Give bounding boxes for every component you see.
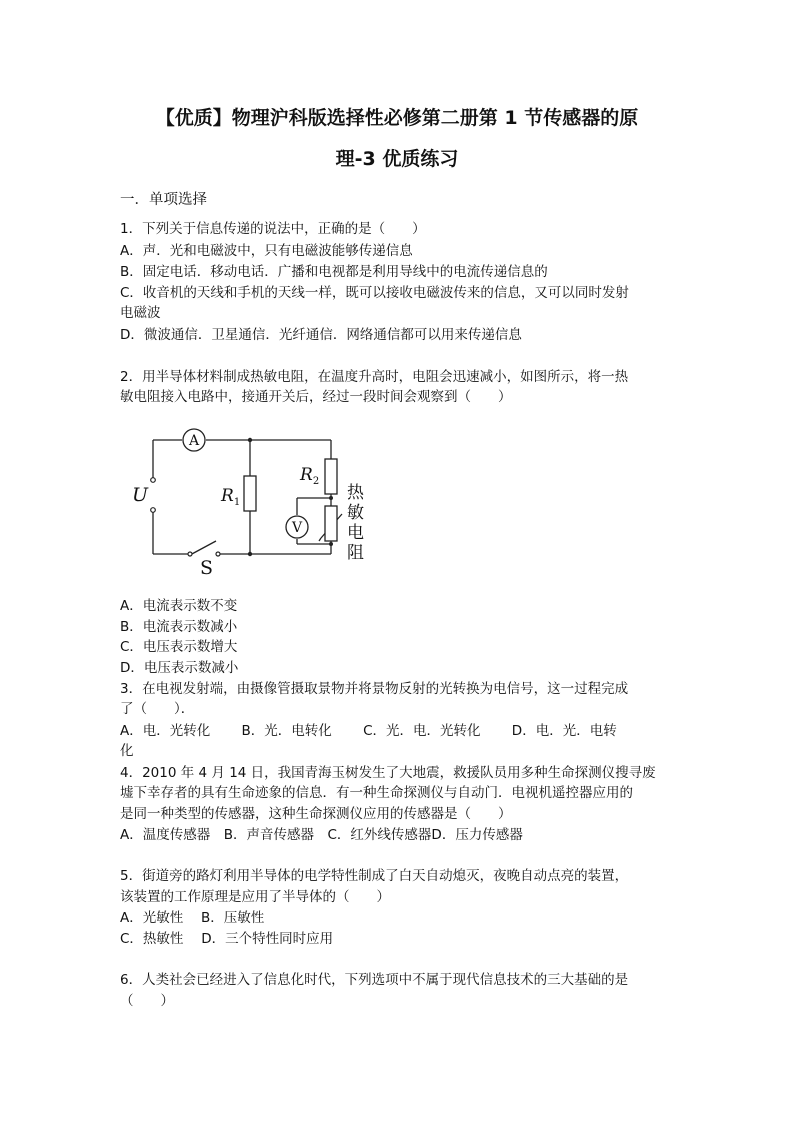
source-label: U [132,484,149,506]
doc-title-line-2: 理-3 优质练习 [335,148,459,170]
thermistor [325,506,337,541]
q1-option-a: A．声．光和电磁波中，只有电磁波能够传递信息 [120,243,413,259]
q2-stem: 2．用半导体材料制成热敏电阻，在温度升高时，电阻会迅速减小，如图所示，将一热 [120,369,629,385]
q5-stem: 5．街道旁的路灯利用半导体的电学特性制成了白天自动熄灭，夜晚自动点亮的装置， [120,868,629,884]
q1-option-b: B．固定电话．移动电话．广播和电视都是利用导线中的电流传递信息的 [120,264,548,280]
resistor-r2 [325,459,337,494]
voltmeter-symbol [286,516,308,538]
doc-title-line-1: 【优质】物理沪科版选择性必修第二册第 1 节传感器的原 [155,107,639,129]
svg-text:敏: 敏 [347,503,364,523]
switch-label: S [200,557,214,578]
svg-text:V: V [291,520,303,536]
q4-stem: 4．2010 年 4 月 14 日，我国青海玉树发生了大地震，救援队员用多种生命探测仪搜寻废 [120,765,656,781]
section-heading: 一．单项选择 [120,192,207,208]
q4-options: A．温度传感器 B．声音传感器 C．红外线传感器D．压力传感器 [120,827,523,843]
q2-option-a: A．电流表示数不变 [120,598,238,614]
q1-option-d: D．微波通信．卫星通信．光纤通信．网络通信都可以用来传递信息 [120,327,522,343]
svg-text:A: A [188,433,200,449]
q3-stem-cont: 了（ ）． [120,701,195,717]
q5-options-ab: A．光敏性 B．压敏性 [120,910,265,926]
q1-stem: 1．下列关于信息传递的说法中，正确的是（ ） [120,221,426,237]
q1-option-c-cont: 电磁波 [120,305,161,321]
q2-option-b: B．电流表示数减小 [120,619,238,635]
ammeter-symbol [183,429,205,451]
q6-stem: 6．人类社会已经进入了信息化时代，下列选项中不属于现代信息技术的三大基础的是 [120,972,629,988]
q3-options-cont: 化 [120,743,134,759]
q2-stem-cont: 敏电阻接入电路中，接通开关后，经过一段时间会观察到（ ） [120,389,512,405]
r1-label: $R_1$ [221,486,241,508]
thermistor-label [347,483,365,563]
svg-text:阻: 阻 [347,543,364,563]
q3-stem: 3．在电视发射端，由摄像管摄取景物并将景物反射的光转换为电信号，这一过程完成 [120,681,629,697]
q1-option-c: C．收音机的天线和手机的天线一样，既可以接收电磁波传来的信息，又可以同时发射 [120,285,629,301]
r2-label: $R_2$ [300,465,320,487]
q5-options-cd: C．热敏性 D．三个特性同时应用 [120,931,334,947]
q2-option-d: D．电压表示数减小 [120,660,239,676]
svg-text:电: 电 [347,523,364,543]
q4-stem-cont-1: 墟下幸存者的具有生命迹象的信息．有一种生命探测仪与自动门．电视机遥控器应用的 [120,785,633,801]
resistor-r1 [244,476,256,511]
q5-stem-cont: 该装置的工作原理是应用了半导体的（ ） [120,889,390,905]
q6-stem-cont: （ ） [120,993,174,1009]
q4-stem-cont-2: 是同一种类型的传感器，这种生命探测仪应用的传感器是（ ） [120,806,512,822]
q3-options: A．电．光转化 B．光．电转化 C．光．电．光转化 D．电．光．电转 [120,723,617,739]
q2-option-c: C．电压表示数增大 [120,639,238,655]
svg-text:热: 热 [347,483,364,503]
circuit-diagram [120,428,400,578]
